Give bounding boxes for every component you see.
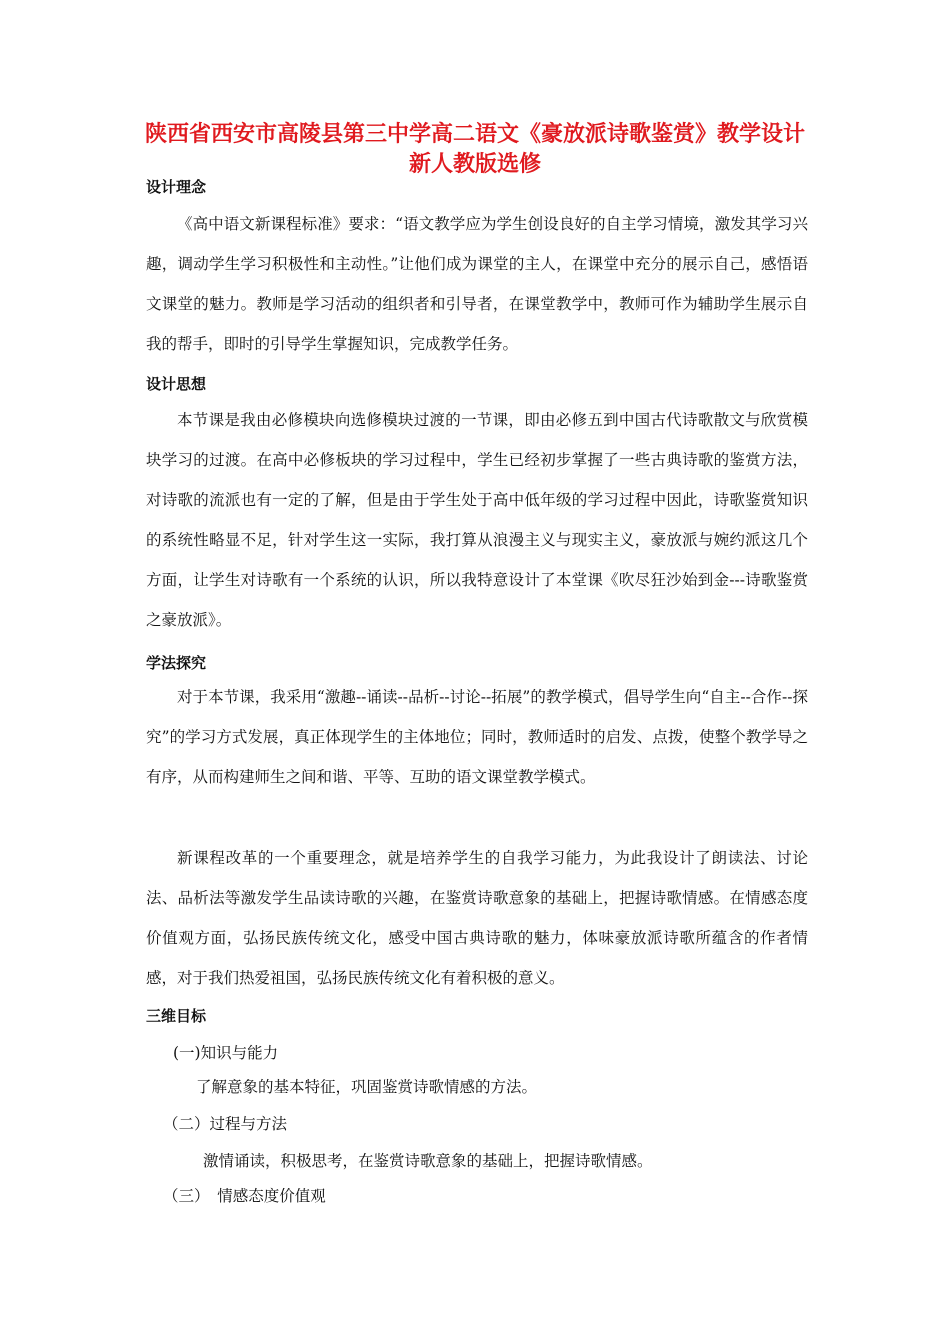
goal-text-knowledge: 了解意象的基本特征，巩固鉴赏诗歌情感的方法。 bbox=[196, 1078, 538, 1096]
paragraph-design-thought: 本节课是我由必修模块向选修模块过渡的一节课，即由必修五到中国古代诗歌散文与欣赏模块学习的过渡。在高中必修板块的学习过程中，学生已经初步掌握了一些古典诗歌的鉴赏方法，对诗歌的流派也有一定的了解，但是由于学生处于高中低年级的学习过程中因此，诗歌鉴赏知识的系统性略显不足，针对学生这一实际，我打算从浪漫主义与现实主义，豪放派与婉约派这几个方面，让学生对诗歌有一个系统的认识，所以我特意设计了本堂课《吹尽狂沙始到金---诗歌鉴赏之豪放派》。 bbox=[146, 411, 808, 629]
section-heading-learning-method: 学法探究 bbox=[146, 654, 207, 672]
paragraph-learning-method-1: 对于本节课，我采用“激趣--诵读--品析--讨论--拓展”的教学模式，倡导学生向“自主--合作--探究”的学习方式发展，真正体现学生的主体地位；同时，教师适时的启发、点拨，使整个教学导之有序，从而构建师生之间和谐、平等、互助的语文课堂教学模式。 bbox=[146, 688, 808, 786]
paragraph-learning-method-2: 新课程改革的一个重要理念，就是培养学生的自我学习能力，为此我设计了朗读法、讨论法、品析法等激发学生品读诗歌的兴趣，在鉴赏诗歌意象的基础上，把握诗歌情感。在情感态度价值观方面，弘扬民族传统文化，感受中国古典诗歌的魅力，体味豪放派诗歌所蕴含的作者情感，对于我们热爱祖国，弘扬民族传统文化有着积极的意义。 bbox=[146, 849, 808, 987]
paragraph-design-concept: 《高中语文新课程标准》要求：“语文教学应为学生创设良好的自主学习情境，激发其学习兴趣，调动学生学习积极性和主动性。”让他们成为课堂的主人，在课堂中充分的展示自己，感悟语文课堂的魅力。教师是学习活动的组织者和引导者，在课堂教学中，教师可作为辅助学生展示自我的帮手，即时的引导学生掌握知识，完成教学任务。 bbox=[146, 215, 808, 353]
section-heading-design-concept: 设计理念 bbox=[146, 178, 207, 196]
goal-label-attitude: （三） 情感态度价值观 bbox=[163, 1187, 326, 1205]
goal-label-knowledge: (一)知识与能力 bbox=[173, 1044, 279, 1062]
section-heading-three-dimensional-goals: 三维目标 bbox=[146, 1007, 207, 1025]
section-heading-design-thought: 设计思想 bbox=[146, 375, 207, 393]
goal-label-process: （二）过程与方法 bbox=[163, 1115, 288, 1133]
document-title: 陕西省西安市高陵县第三中学高二语文《豪放派诗歌鉴赏》教学设计 新人教版选修 bbox=[144, 122, 805, 177]
goal-text-process: 激情诵读，积极思考，在鉴赏诗歌意象的基础上，把握诗歌情感。 bbox=[203, 1152, 653, 1170]
